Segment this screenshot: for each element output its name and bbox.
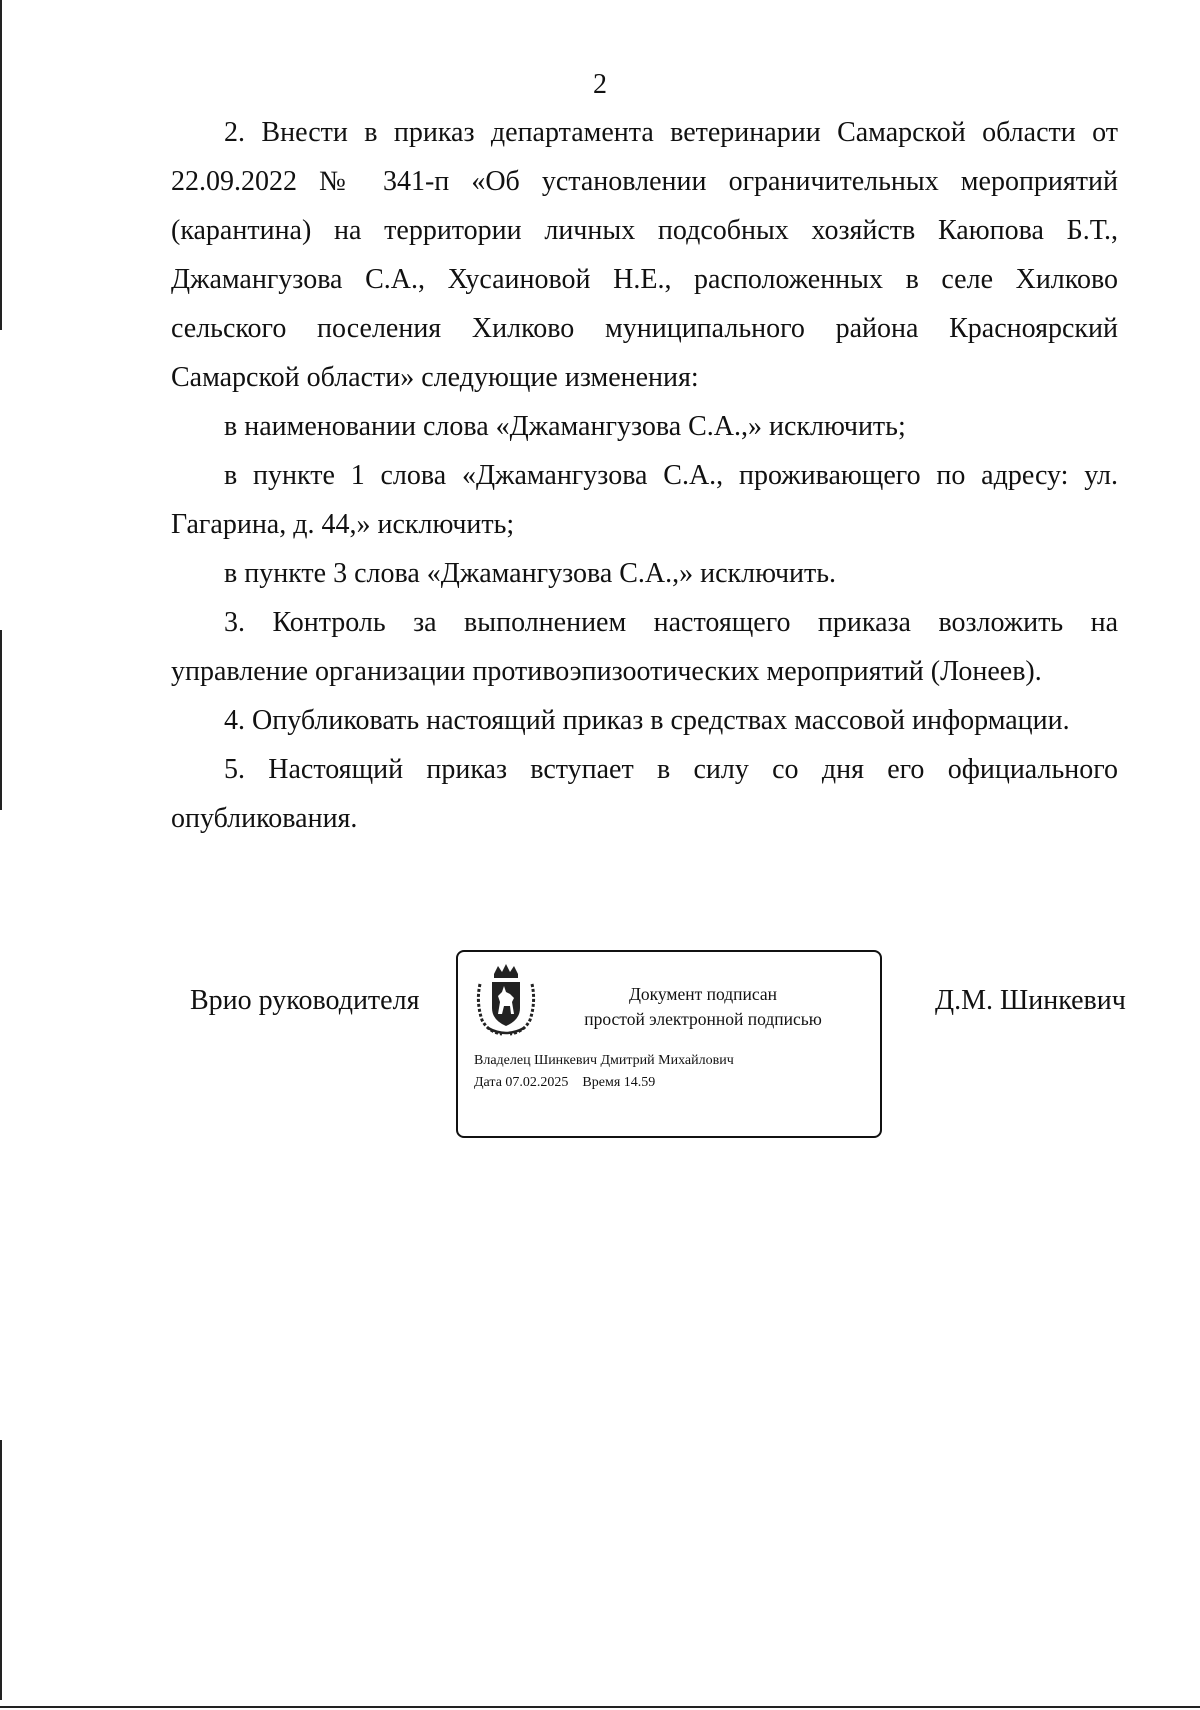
document-body — [171, 108, 1118, 843]
paragraph-item-2: 2. Внести в приказ департамента ветеринарии Самарской области от 22.09.2022 № 341-п «Об установлении ограничительных мероприятий (карантина) на территории личных подсобных хозяйств Каюпова Б.Т., Джамангузова С.А., Хусаиновой Н.Е., расположенных в селе Хилково сельского поселения Хилково муниципального района Красноярский Самарской области» следующие изменения: — [171, 117, 1118, 393]
stamp-title-line-1: Документ подписан — [628, 984, 778, 1004]
stamp-owner: Владелец Шинкевич Дмитрий Михайлович — [474, 1053, 734, 1068]
signer-position: Врио руководителя — [190, 985, 420, 1016]
scan-edge-mark — [0, 630, 2, 810]
stamp-title-line-2: простой электронной подписью — [584, 1009, 822, 1029]
paragraph-change-point-1: в пункте 1 слова «Джамангузова С.А., проживающего по адресу: ул. Гагарина, д. 44,» исключить; — [171, 460, 1118, 540]
scan-edge-mark — [0, 1440, 2, 1700]
paragraph-change-title: в наименовании слова «Джамангузова С.А.,» исключить; — [224, 411, 906, 442]
paragraph-item-3: 3. Контроль за выполнением настоящего приказа возложить на управление организации противоэпизоотических мероприятий (Лонеев). — [171, 607, 1118, 687]
paragraph-item-4: 4. Опубликовать настоящий приказ в средствах массовой информации. — [224, 705, 1070, 736]
stamp-details — [474, 1050, 734, 1094]
stamp-title — [538, 982, 868, 1032]
stamp-time: Время 14.59 — [582, 1075, 656, 1090]
scan-edge-mark — [0, 1706, 1200, 1708]
stamp-date-time — [474, 1072, 734, 1094]
scan-edge-mark — [0, 0, 2, 330]
signature-block — [0, 950, 1200, 1150]
signer-name: Д.М. Шинкевич — [935, 985, 1126, 1016]
page-number: 2 — [593, 69, 607, 100]
electronic-signature-stamp — [456, 950, 882, 1138]
stamp-date: Дата 07.02.2025 — [474, 1075, 569, 1090]
paragraph-item-5: 5. Настоящий приказ вступает в силу со дня его официального опубликования. — [171, 754, 1118, 834]
paragraph-change-point-3: в пункте 3 слова «Джамангузова С.А.,» исключить. — [224, 558, 837, 589]
coat-of-arms-icon — [474, 962, 538, 1038]
